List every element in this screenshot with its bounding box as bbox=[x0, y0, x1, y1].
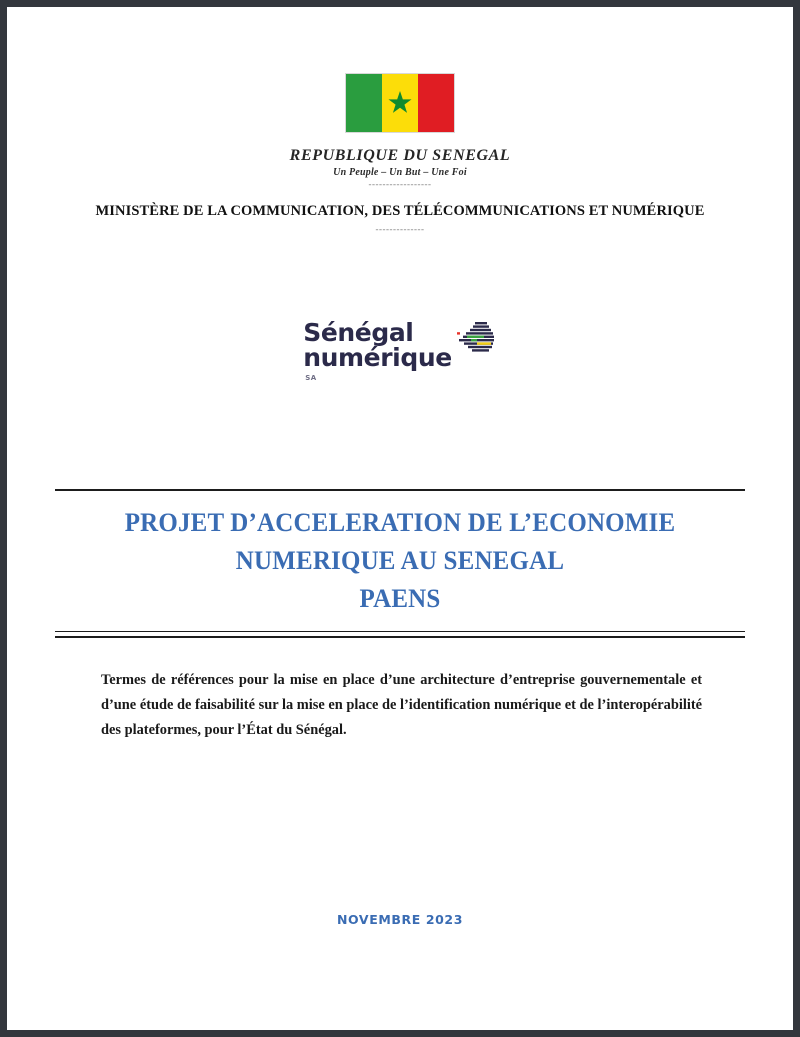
flag-band-green bbox=[346, 74, 382, 132]
publication-date: NOVEMBRE 2023 bbox=[336, 912, 464, 927]
logo-line-1: Sénégal bbox=[303, 318, 414, 347]
flag-band-red bbox=[418, 74, 454, 132]
title-line-2: NUMERIQUE AU SENEGAL bbox=[235, 546, 565, 575]
separator-dashes-1: ------------------ bbox=[368, 179, 432, 189]
senegal-flag-icon bbox=[345, 73, 455, 133]
logo-wordmark bbox=[303, 320, 452, 370]
republic-heading: REPUBLIQUE DU SENEGAL bbox=[289, 147, 511, 164]
document-page bbox=[7, 7, 793, 1030]
separator-dashes-2: -------------- bbox=[375, 224, 425, 234]
document-title bbox=[66, 491, 734, 631]
title-line-3: PAENS bbox=[359, 584, 441, 613]
document-subtitle: Termes de références pour la mise en place d’une architecture d’entreprise gouvernementale et d’une étude de faisabilité sur la mise en place de l’identification numérique et de l’interopérabilité des plateformes, pour l’État du Sénégal. bbox=[101, 672, 702, 738]
title-line-1: PROJET D’ACCELERATION DE L’ECONOMIE bbox=[124, 508, 676, 537]
title-block bbox=[52, 489, 748, 638]
flag-container bbox=[52, 7, 748, 138]
logo-legal-form: SA bbox=[305, 374, 317, 382]
senegal-map-mark-icon bbox=[455, 321, 497, 355]
ministry-heading: MINISTÈRE DE LA COMMUNICATION, DES TÉLÉCOMMUNICATIONS ET NUMÉRIQUE bbox=[95, 203, 705, 219]
senegal-numerique-logo bbox=[52, 320, 748, 385]
title-rule-bottom bbox=[55, 631, 745, 638]
logo-line-2: numérique bbox=[303, 343, 452, 372]
national-motto: Un Peuple – Un But – Une Foi bbox=[333, 167, 467, 178]
